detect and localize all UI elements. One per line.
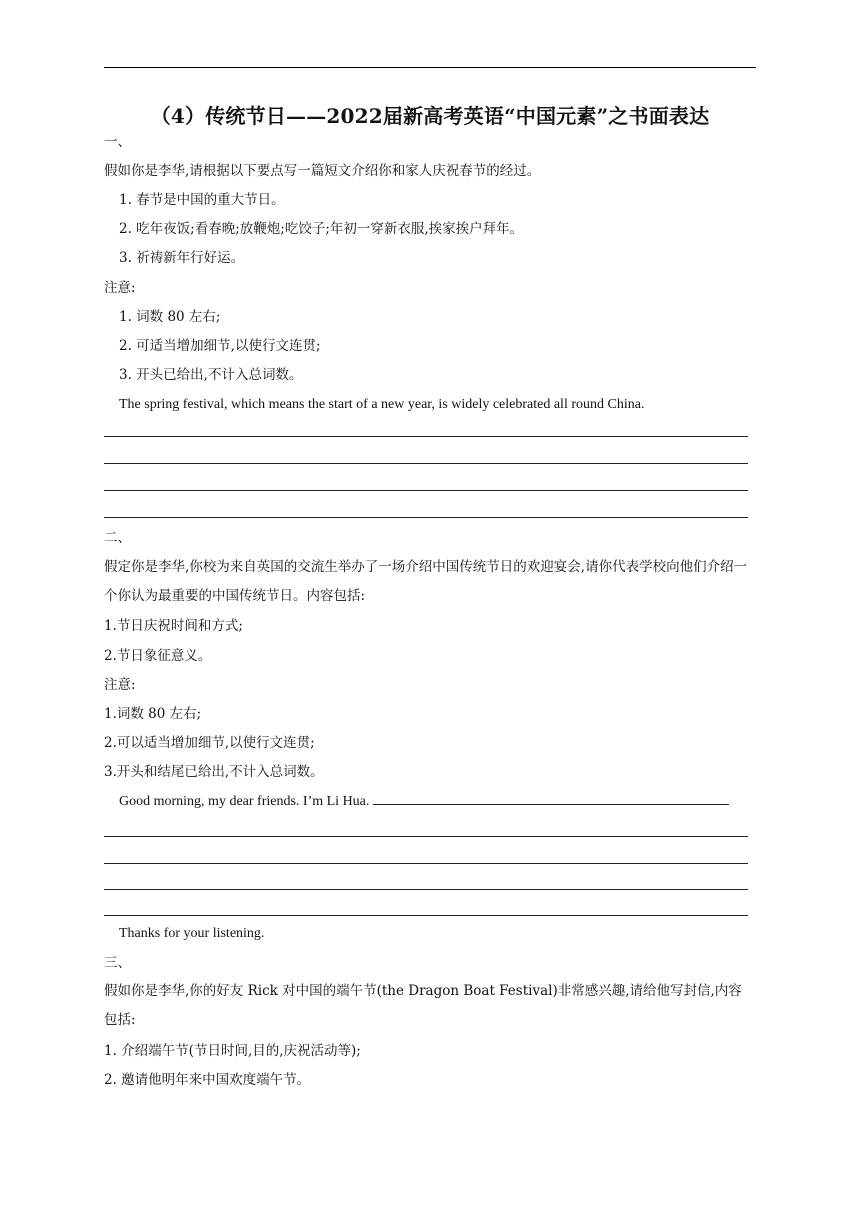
answer-line	[104, 436, 748, 437]
section2-note-3: 3.开头和结尾已给出,不计入总词数。	[104, 764, 324, 780]
answer-line	[104, 490, 748, 491]
section2-closing-sentence: Thanks for your listening.	[119, 926, 265, 941]
section1-note-label: 注意:	[104, 280, 136, 296]
section2-note-2: 2.可以适当增加细节,以使行文连贯;	[104, 735, 315, 751]
section1-point-2: 2. 吃年夜饭;看春晚;放鞭炮;吃饺子;年初一穿新衣服,挨家挨户拜年。	[119, 221, 524, 237]
header-rule	[104, 67, 756, 68]
section1-note-3: 3. 开头已给出,不计入总词数。	[119, 367, 303, 383]
answer-line	[104, 863, 748, 864]
section3-heading: 三、	[104, 955, 131, 971]
page-title: （4）传统节日——2022届新高考英语“中国元素”之书面表达	[150, 104, 710, 128]
answer-line	[104, 517, 748, 518]
section1-note-1: 1. 词数 80 左右;	[119, 309, 221, 325]
section2-point-2: 2.节日象征意义。	[104, 648, 212, 664]
answer-blank	[373, 792, 729, 805]
section3-point-2: 2. 邀请他明年来中国欢度端午节。	[104, 1072, 311, 1088]
answer-line	[104, 463, 748, 464]
section2-note-1: 1.词数 80 左右;	[104, 706, 202, 722]
section2-heading: 二、	[104, 530, 131, 546]
answer-line	[104, 915, 748, 916]
section1-prompt: 假如你是李华,请根据以下要点写一篇短文介绍你和家人庆祝春节的经过。	[104, 163, 541, 179]
section1-point-1: 1. 春节是中国的重大节日。	[119, 192, 285, 208]
section1-point-3: 3. 祈祷新年行好运。	[119, 250, 245, 266]
section1-heading: 一、	[104, 134, 131, 150]
answer-line	[104, 836, 748, 837]
section1-opening-sentence: The spring festival, which means the start of a new year, is widely celebrated all round China.	[119, 397, 645, 412]
section2-note-label: 注意:	[104, 677, 136, 693]
section3-prompt: 假如你是李华,你的好友 Rick 对中国的端午节(the Dragon Boat Festival)非常感兴趣,请给他写封信,内容包括:	[104, 983, 742, 1028]
section3-point-1: 1. 介绍端午节(节日时间,目的,庆祝活动等);	[104, 1043, 361, 1059]
section2-opening-sentence: Good morning, my dear friends. I’m Li Hua.	[119, 794, 370, 809]
section2-prompt: 假定你是李华,你校为来自英国的交流生举办了一场介绍中国传统节日的欢迎宴会,请你代表学校向他们介绍一个你认为最重要的中国传统节日。内容包括:	[104, 559, 748, 604]
section2-point-1: 1.节日庆祝时间和方式;	[104, 618, 243, 634]
section1-note-2: 2. 可适当增加细节,以使行文连贯;	[119, 338, 321, 354]
answer-line	[104, 889, 748, 890]
section2-opening-line	[119, 792, 729, 812]
